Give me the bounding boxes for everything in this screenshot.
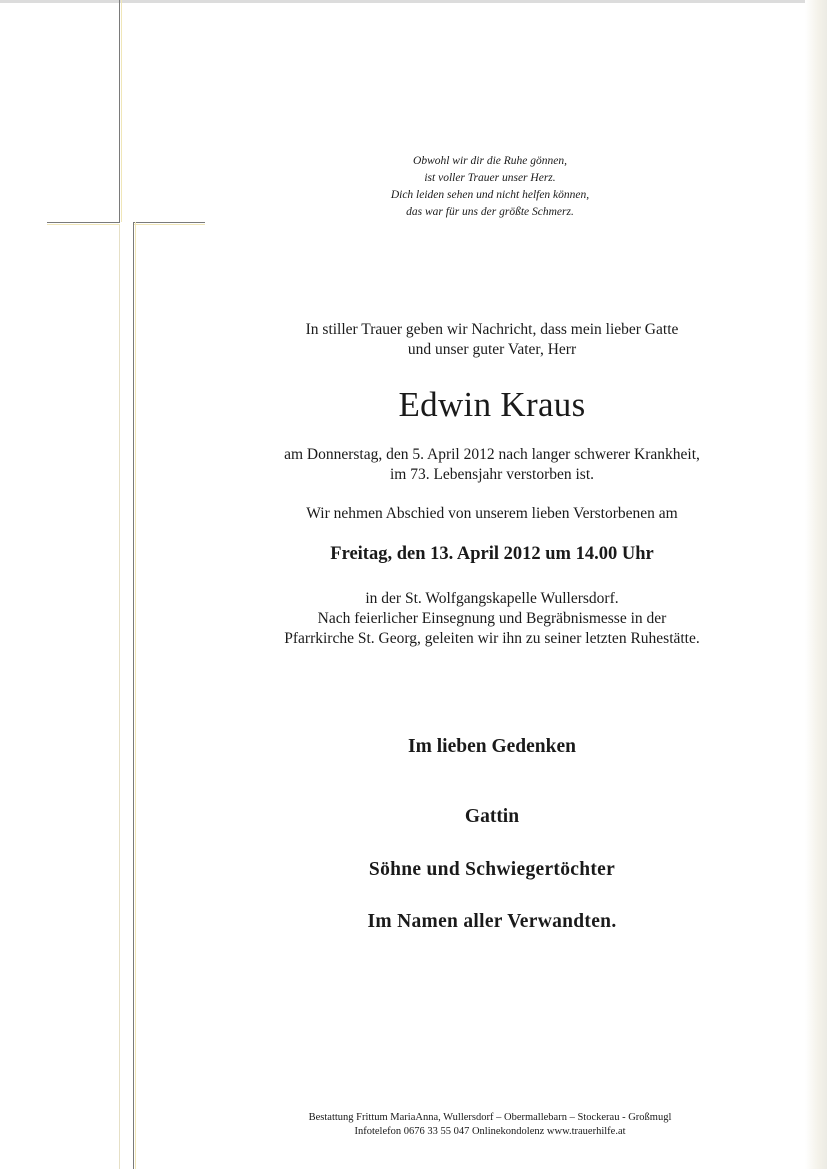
funeral-place [200,589,784,649]
announcement-intro [200,320,784,360]
farewell-text: Wir nehmen Abschied von unserem lieben Verstorbenen am [306,505,678,522]
cross-left-arm-shadow [47,224,120,225]
cross-left-arm-line [47,222,120,223]
funeral-home-footer [240,1111,740,1139]
deceased-name: Edwin Kraus [398,385,586,424]
scan-right-edge [805,0,827,1169]
death-line: am Donnerstag, den 5. April 2012 nach langer schwerer Krankheit, [284,446,700,463]
death-details [200,445,784,485]
cross-right-arm-shadow [133,224,205,225]
cross-lower-right-shadow [135,222,136,1169]
footer-line: Infotelefon 0676 33 55 047 Onlinekondolenz www.trauerhilfe.at [354,1126,626,1137]
mourner-line: Im Namen aller Verwandten. [367,911,617,932]
memorial-heading: Im lieben Gedenken [408,736,576,757]
place-line: in der St. Wolfgangskapelle Wullersdorf. [365,590,619,607]
footer-line: Bestattung Frittum MariaAnna, Wullersdorf – Obermallebarn – Stockerau - Großmugl [308,1112,672,1123]
death-line: im 73. Lebensjahr verstorben ist. [389,466,595,483]
poem-line: Obwohl wir dir die Ruhe gönnen, [413,155,567,167]
scan-top-edge [0,0,827,3]
intro-line: und unser guter Vater, Herr [407,341,577,358]
poem-line: das war für uns der größte Schmerz. [406,206,574,218]
mourner-line: Söhne und Schwiegertöchter [368,859,616,880]
intro-line: In stiller Trauer geben wir Nachricht, dass mein lieber Gatte [305,321,679,338]
poem-line: ist voller Trauer unser Herz. [424,172,556,184]
mourner-line: Gattin [464,806,520,827]
cross-upper-left-shadow [121,0,122,222]
poem-verse [290,153,690,221]
cross-upper-left-line [119,0,120,222]
cross-lower-right-line [133,222,134,1169]
cross-lower-left-faint-line [119,224,120,1169]
cross-right-arm-line [133,222,205,223]
place-line: Nach feierlicher Einsegnung und Begräbnismesse in der [317,610,667,627]
poem-line: Dich leiden sehen und nicht helfen können, [390,189,590,201]
place-line: Pfarrkirche St. Georg, geleiten wir ihn zu seiner letzten Ruhestätte. [284,630,700,647]
funeral-datetime: Freitag, den 13. April 2012 um 14.00 Uhr [330,544,654,564]
